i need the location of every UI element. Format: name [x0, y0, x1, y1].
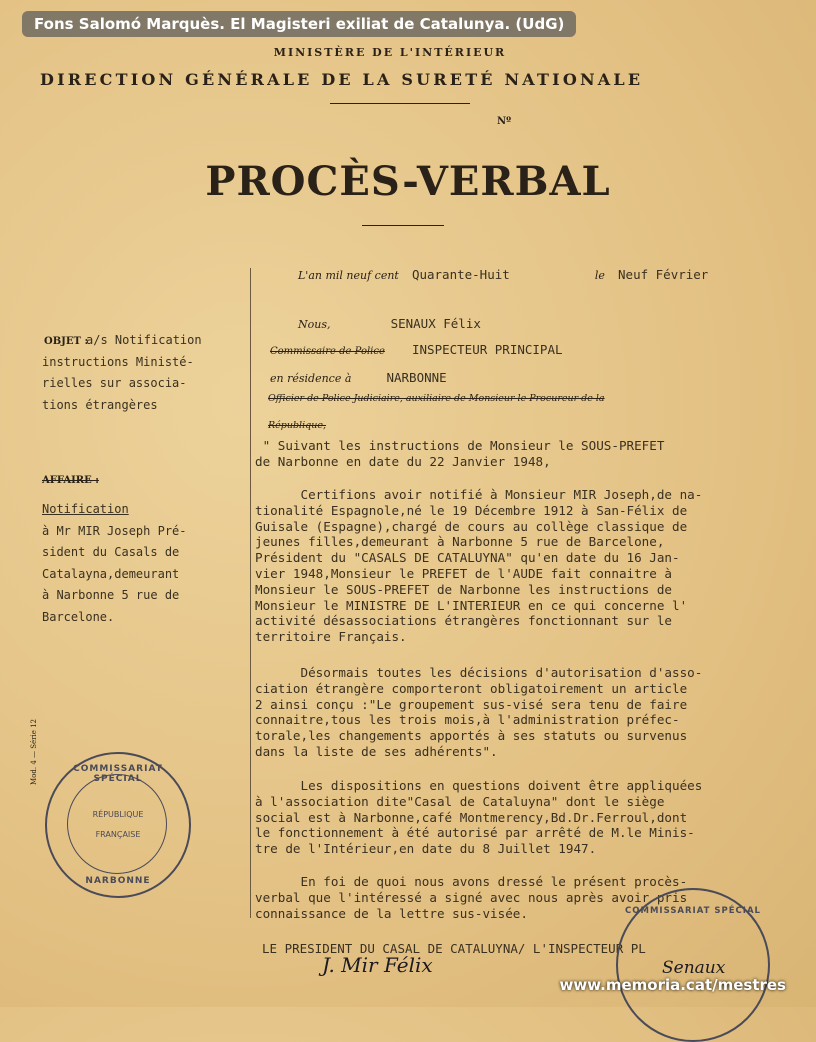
affaire-text: Notification à Mr MIR Joseph Pré- sident du Casals de Catalayna,demeurant à Narbonne 5 rue de Barcelone. [42, 502, 187, 624]
document-title: PROCÈS-VERBAL [205, 158, 611, 205]
archive-credit-banner: Fons Salomó Marquès. El Magisteri exiliat de Catalunya. (UdG) [22, 11, 576, 37]
stamp-bottom-text: NARBONNE [85, 876, 151, 886]
memoria-watermark: www.memoria.cat/mestres [559, 976, 786, 994]
stamp-right-top-text: COMMISSARIAT SPÉCIAL [625, 906, 761, 916]
number-label: Nº [497, 116, 512, 127]
paragraph-5: En foi de quoi nous avons dressé le présent procès- verbal que l'intéressé a signé avec nous après avoir pris connaissance de la lettre sus-visée. [255, 874, 688, 921]
stamp-top-text: COMMISSARIAT SPÉCIAL [73, 764, 163, 784]
stamp-inner-ring [67, 774, 167, 874]
inspector-signature: Senaux [662, 958, 726, 978]
nous-row: Nous, SENAUX Félix [298, 316, 481, 331]
affaire-label: AFFAIRE : [42, 475, 99, 486]
stamp-middle1: RÉPUBLIQUE [92, 810, 144, 819]
objet-text: a/s Notification instructions Ministé- rielles sur associa- tions étrangères [42, 333, 202, 412]
president-signature: J. Mir Félix [322, 953, 433, 977]
ministry-heading: MINISTÈRE DE L'INTÉRIEUR [273, 46, 507, 59]
paragraph-2: Certifions avoir notifié à Monsieur MIR Joseph,de na- tionalité Espagnole,né le 19 Décembre 1912 à San-Félix de Guisale (Espagne),chargé de cours au collège classique de jeunes filles,demeurant à Narbonne 5 rue de Barcelone, Président du "CASALS DE CATALUYNA" qu'en date du 16 Jan- vier 1948,Monsieur le PREFET de l'AUDE fait connaitre à Monsieur le SOUS-PREFET de Narbonne les instructions de Monsieur le MINISTRE DE L'INTERIEUR en ce qui concerne l' activité désassociations étrangères fonctionnant sur le territoire Français. [255, 487, 703, 645]
direction-heading: DIRECTION GÉNÉRALE DE LA SURETÉ NATIONALE [40, 70, 644, 89]
form-code: Mod. 4 — Série 12 [30, 718, 38, 785]
margin-rule [250, 268, 251, 918]
paragraph-4: Les dispositions en questions doivent être appliquées à l'association dite"Casal de Cataluyna" dont le siège social est à Narbonne,café Montmerency,Bd.Dr.Ferroul,dont le fonctionnement à été autorisé par arrêté de M.le Minis- tre de l'Intérieur,en date du 8 Juillet 1947. [255, 778, 703, 857]
struck-officer-line: Officier de Police Judiciaire, auxiliaire de Monsieur le Procureur de la [268, 393, 605, 404]
date-row: L'an mil neuf cent Quarante-Huit le Neuf Février [298, 267, 709, 282]
commissariat-stamp-right [616, 888, 770, 1042]
paragraph-3: Désormais toutes les décisions d'autorisation d'asso- ciation étrangère comporteront obligatoirement un article 2 ainsi conçu :"Le groupement sus-visé sera tenu de faire connaitre,tous les trois mois,à l'administration préfec- torale,les changements apportés à ses statuts ou survenus dans la liste de ses adhérents". [255, 665, 703, 759]
signature-caption: LE PRESIDENT DU CASAL DE CATALUYNA/ L'INSPECTEUR PL [262, 941, 646, 956]
stamp-middle2: FRANÇAISE [95, 830, 141, 839]
commissariat-stamp [45, 752, 191, 898]
paragraph-1: " Suivant les instructions de Monsieur le SOUS-PREFET de Narbonne en date du 22 Janvier 1948, [255, 438, 665, 469]
header-divider [330, 103, 470, 104]
struck-republique: République, [268, 420, 326, 431]
objet-label: OBJET : [44, 336, 89, 347]
title-divider [362, 225, 444, 226]
residence-row: en résidence à NARBONNE [270, 370, 447, 385]
rank-row: Commissaire de Police INSPECTEUR PRINCIPAL [270, 342, 563, 357]
